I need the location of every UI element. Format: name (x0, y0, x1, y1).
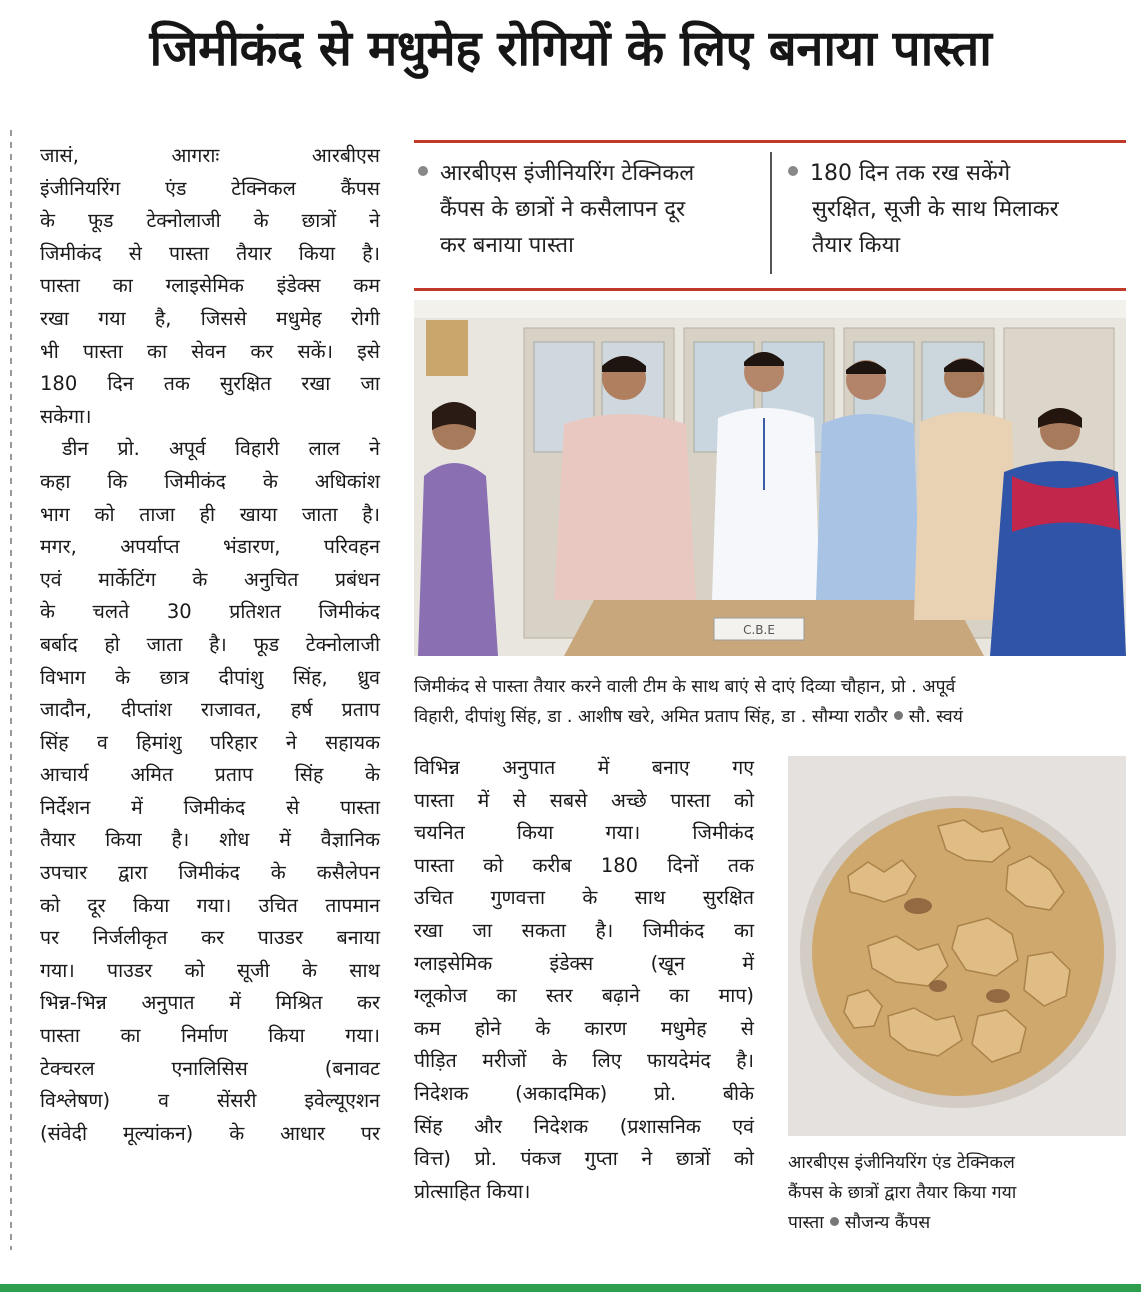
article-column-2-line: कम होने के कारण मधुमेह से (414, 1016, 754, 1040)
bullet-icon (418, 166, 428, 176)
article-column-1-line: आचार्य अमित प्रताप सिंह के (40, 763, 380, 787)
highlight-left (418, 156, 763, 264)
article-column-1-line: रखा गया है, जिससे मधुमेह रोगी (40, 306, 380, 330)
column-rule (10, 130, 12, 1250)
team-photo (414, 300, 1126, 656)
article-column-2-line: रखा जा सकता है। जिमीकंद का (414, 918, 754, 942)
article-column-1-line: (संवेदी मूल्यांकन) के आधार पर (40, 1121, 380, 1145)
footer-green-bar (0, 1284, 1141, 1292)
article-column-1-line: डीन प्रो. अपूर्व विहारी लाल ने (62, 437, 380, 461)
article-column-2-line: वित्त) प्रो. पंकज गुप्ता ने छात्रों को (414, 1147, 754, 1171)
highlights-separator (770, 152, 772, 274)
highlight-right-line-2: सुरक्षित, सूजी के साथ मिलाकर (812, 197, 1059, 222)
article-column-1-line: इंजीनियरिंग एंड टेक्निकल कैंपस (40, 176, 380, 200)
bullet-icon (788, 166, 798, 176)
article-column-1-line: तैयार किया है। शोध में वैज्ञानिक (40, 828, 380, 852)
article-column-2-line: पीड़ित मरीजों के लिए फायदेमंद है। (414, 1049, 754, 1073)
svg-text:C.B.E: C.B.E (743, 623, 775, 637)
pasta-caption (788, 1148, 1128, 1238)
article-column-1-line: कहा कि जिमीकंद के अधिकांश (40, 469, 380, 493)
article-column-2-line: विभिन्न अनुपात में बनाए गए (414, 756, 754, 779)
pasta-caption-line-2: कैंपस के छात्रों द्वारा तैयार किया गया (788, 1183, 1017, 1203)
pasta-caption-line-1: आरबीएस इंजीनियरिंग एंड टेक्निकल (788, 1153, 1015, 1173)
article-column-1-line: गया। पाउडर को सूजी के साथ (40, 958, 380, 982)
article-column-1-line: के फूड टेक्नोलाजी के छात्रों ने (40, 209, 380, 233)
article-column-1-line: भाग को ताजा ही खाया जाता है। (40, 502, 380, 526)
article-column-2-line: सिंह और निदेशक (प्रशासनिक एवं (414, 1114, 754, 1138)
article-column-2-line: निदेशक (अकादमिक) प्रो. बीके (414, 1081, 754, 1105)
photo-caption (414, 672, 1126, 732)
article-column-1 (40, 140, 380, 1150)
article-column-1-line: के चलते 30 प्रतिशत जिमीकंद (40, 600, 380, 624)
article-column-1-line: पास्ता का निर्माण किया गया। (40, 1024, 380, 1048)
article-column-1-line: जासं, आगराः आरबीएस (40, 144, 380, 167)
highlight-left-line-1: आरबीएस इंजीनियरिंग टेक्निकल (418, 156, 763, 192)
article-column-1-line: विभाग के छात्र दीपांशु सिंह, ध्रुव (40, 665, 380, 689)
highlight-left-line-2: कैंपस के छात्रों ने कसैलापन दूर (440, 197, 686, 222)
article-column-1-line: विश्लेषण) व सेंसरी इवेल्यूएशन (40, 1089, 380, 1113)
article-column-1-line: सकेगा। (40, 404, 92, 428)
article-column-1-line: पास्ता का ग्लाइसेमिक इंडेक्स कम (40, 274, 380, 298)
pasta-photo (788, 756, 1126, 1136)
article-column-2-line: प्रोत्साहित किया। (414, 1179, 531, 1203)
article-column-2-line: ग्लाइसेमिक इंडेक्स (खून में (414, 951, 754, 975)
highlights-bottom-rule (414, 288, 1126, 291)
article-column-1-line: सिंह व हिमांशु परिहार ने सहायक (40, 730, 380, 754)
article-column-2-line: पास्ता में से सबसे अच्छे पास्ता को (414, 788, 754, 812)
photo-caption-line-2: विहारी, दीपांशु सिंह, डा . आशीष खरे, अमित प्रताप सिंह, डा . सौम्या राठौर सौ. स्वयं (414, 707, 963, 727)
article-column-2-line: उचित गुणवत्ता के साथ सुरक्षित (414, 886, 754, 910)
pasta-credit: सौजन्य कैंपस (844, 1213, 931, 1233)
article-column-2-line: पास्ता को करीब 180 दिनों तक (414, 853, 754, 877)
article-column-1-line: निर्देशन में जिमीकंद से पास्ता (40, 795, 380, 819)
article-column-1-line: को दूर किया गया। उचित तापमान (40, 893, 380, 917)
credit-dot-icon (830, 1217, 839, 1226)
headline: जिमीकंद से मधुमेह रोगियों के लिए बनाया पास्ता (149, 20, 992, 77)
article-column-1-line: भिन्न-भिन्न अनुपात में मिश्रित कर (40, 991, 380, 1015)
highlight-right (788, 156, 1128, 264)
article-column-1-line: बर्बाद हो जाता है। फूड टेक्नोलाजी (40, 632, 380, 656)
article-column-1-line: एवं मार्केटिंग के अनुचित प्रबंधन (40, 567, 380, 591)
highlight-right-line-3: तैयार किया (812, 233, 901, 258)
article-column-1-line: उपचार द्वारा जिमीकंद के कसैलेपन (40, 861, 380, 885)
article-column-2-line: ग्लूकोज का स्तर बढ़ाने का माप) (414, 984, 754, 1008)
article-column-2 (414, 752, 754, 1208)
credit-dot-icon (894, 711, 903, 720)
photo-caption-line-1: जिमीकंद से पास्ता तैयार करने वाली टीम के साथ बाएं से दाएं दिव्या चौहान, प्रो . अपूर्व (414, 677, 956, 697)
article-column-1-line: 180 दिन तक सुरक्षित रखा जा (40, 372, 380, 396)
article-column-1-line: टेक्चरल एनालिसिस (बनावट (40, 1056, 380, 1080)
article-column-1-line: पर निर्जलीकृत कर पाउडर बनाया (40, 926, 380, 950)
article-column-2-line: चयनित किया गया। जिमीकंद (414, 821, 754, 845)
article-column-1-line: मगर, अपर्याप्त भंडारण, परिवहन (40, 535, 380, 559)
pasta-photo-image (788, 756, 1126, 1136)
photo-credit: सौ. स्वयं (908, 707, 963, 727)
pasta-caption-line-3: पास्ता सौजन्य कैंपस (788, 1213, 931, 1233)
article-column-1-line: जादौन, दीप्तांश राजावत, हर्ष प्रताप (40, 698, 380, 722)
article-column-1-line: जिमीकंद से पास्ता तैयार किया है। (40, 241, 380, 265)
article-column-1-line: भी पास्ता का सेवन कर सकें। इसे (40, 339, 380, 363)
highlight-left-line-3: कर बनाया पास्ता (440, 233, 574, 258)
highlights-top-rule (414, 140, 1126, 143)
highlight-right-line-1: 180 दिन तक रख सकेंगे (788, 156, 1128, 192)
team-photo-image (414, 300, 1126, 656)
